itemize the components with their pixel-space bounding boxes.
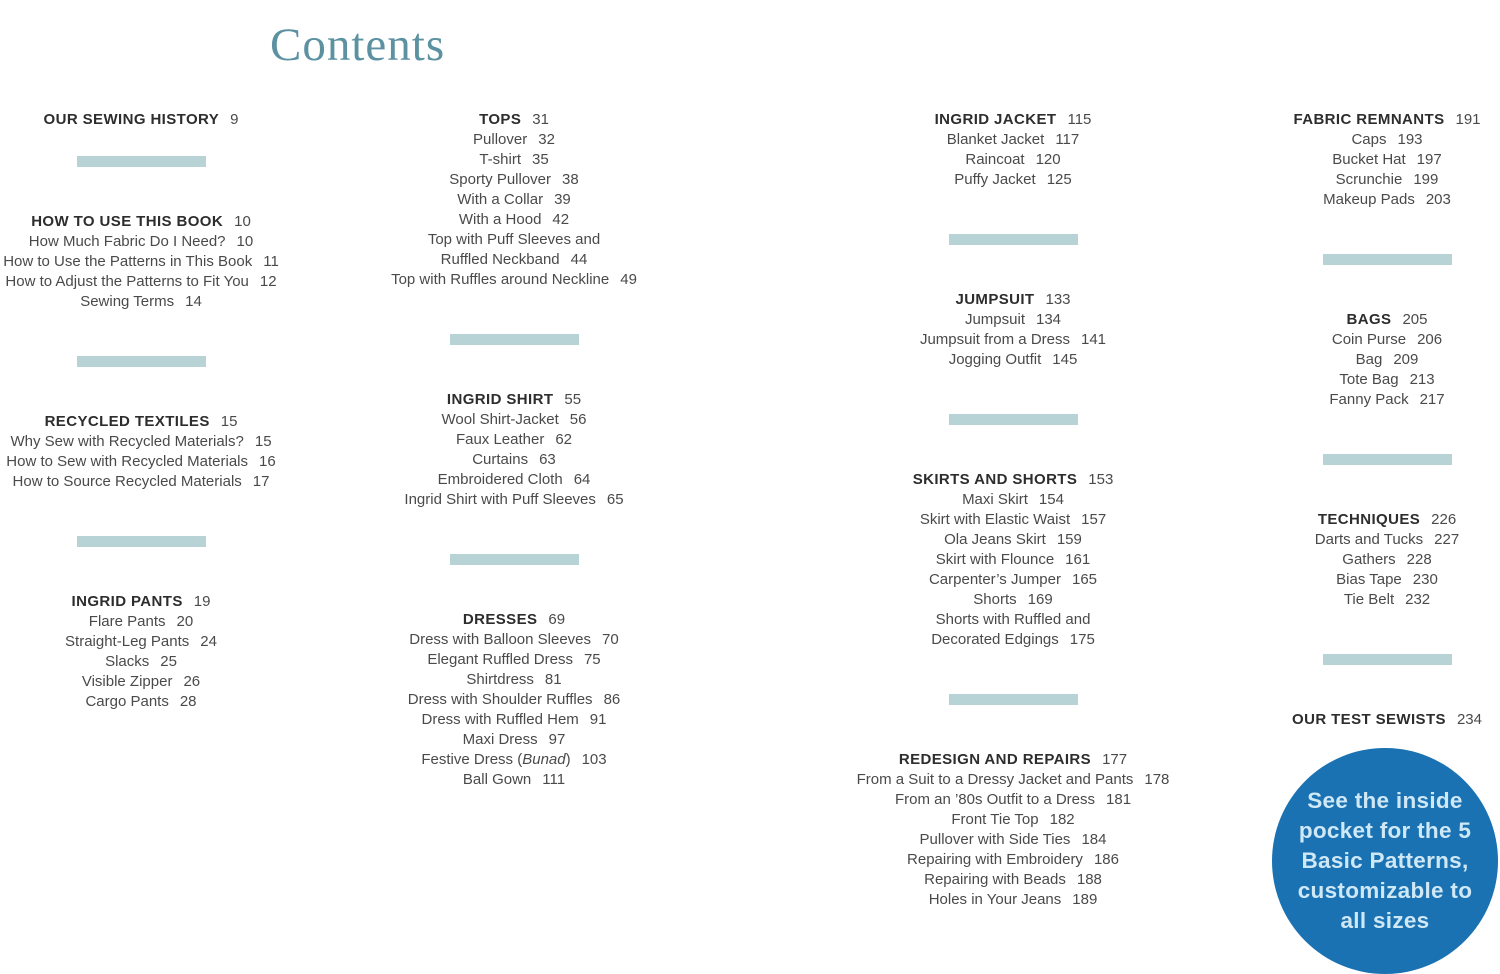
item-label: Maxi Skirt [962, 491, 1028, 508]
item-label: Flare Pants [88, 613, 166, 630]
item-page-number: 154 [1038, 491, 1064, 508]
toc-column-4 [1277, 110, 1497, 730]
item-label: Cargo Pants [85, 693, 169, 710]
item-label: Skirt with Elastic Waist [919, 511, 1071, 528]
item-label: Tote Bag [1339, 371, 1399, 388]
page-title: Contents [270, 19, 446, 72]
item-label: Pullover with Side Ties [919, 831, 1071, 848]
toc-item [364, 690, 664, 710]
section-title: INGRID PANTS [71, 593, 183, 610]
toc-item [364, 270, 664, 290]
item-page-number: 232 [1405, 591, 1431, 608]
section-header [0, 110, 282, 130]
toc-item [853, 550, 1173, 570]
item-label-part: Bunad [522, 751, 566, 768]
item-page-number: 49 [620, 271, 637, 288]
toc-item [853, 350, 1173, 370]
item-page-number: 111 [542, 771, 566, 788]
section-title: FABRIC REMNANTS [1293, 111, 1445, 128]
item-page-number: 206 [1417, 331, 1443, 348]
item-page-number: 188 [1076, 871, 1102, 888]
item-page-number: 17 [252, 473, 270, 490]
item-label: Bucket Hat [1332, 151, 1406, 168]
item-label: Sewing Terms [80, 293, 175, 310]
item-label: With a Collar [457, 191, 544, 208]
toc-section [0, 110, 282, 130]
section-page-number: 15 [220, 413, 238, 430]
toc-item [0, 432, 282, 452]
divider-bar [77, 356, 206, 367]
item-page-number: 38 [562, 171, 579, 188]
item-label: Shirtdress [466, 671, 534, 688]
item-page-number: 227 [1434, 531, 1460, 548]
item-page-number: 39 [554, 191, 571, 208]
item-label: Jogging Outfit [948, 351, 1042, 368]
item-label: Faux Leather [455, 431, 545, 448]
section-page-number: 234 [1456, 711, 1482, 728]
item-page-number: 125 [1046, 171, 1072, 188]
item-label: How Much Fabric Do I Need? [28, 233, 226, 250]
toc-item [364, 670, 664, 690]
toc-section [1277, 710, 1497, 730]
divider-bar [1323, 254, 1452, 265]
item-label: Straight-Leg Pants [65, 633, 190, 650]
item-page-number: 186 [1093, 851, 1119, 868]
item-page-number: 228 [1406, 551, 1432, 568]
item-label: Tie Belt [1343, 591, 1395, 608]
item-page-number: 63 [539, 451, 556, 468]
item-label: Visible Zipper [81, 673, 173, 690]
item-label: Carpenter’s Jumper [928, 571, 1061, 588]
toc-section [1277, 110, 1497, 210]
item-page-number: 145 [1052, 351, 1078, 368]
item-label: Ingrid Shirt with Puff Sleeves [404, 491, 596, 508]
item-page-number: 56 [569, 411, 587, 428]
item-page-number: 175 [1069, 631, 1095, 648]
item-label: With a Hood [458, 211, 542, 228]
item-page-number: 165 [1071, 571, 1098, 588]
section-title: TECHNIQUES [1317, 511, 1421, 528]
item-page-number: 161 [1065, 551, 1091, 568]
item-label: Ola Jeans Skirt [944, 531, 1046, 548]
toc-item [853, 850, 1173, 870]
item-label: Slacks [105, 653, 150, 670]
section-page-number: 19 [193, 593, 211, 610]
section-header [0, 412, 282, 432]
toc-item [1277, 530, 1497, 550]
toc-item [0, 272, 282, 292]
toc-item [364, 430, 664, 450]
item-label: Top with Ruffles around Neckline [391, 271, 610, 288]
section-header [364, 390, 664, 410]
item-page-number: 32 [538, 131, 555, 148]
toc-item [364, 450, 664, 470]
section-title: SKIRTS AND SHORTS [912, 471, 1078, 488]
badge-line: Basic Patterns, [1301, 848, 1469, 873]
toc-item [853, 490, 1173, 510]
section-header [853, 470, 1173, 490]
toc-column-3 [853, 110, 1173, 910]
toc-item [853, 610, 1173, 630]
toc-item [364, 710, 664, 730]
divider-bar [949, 414, 1078, 425]
item-page-number: 181 [1106, 791, 1132, 808]
section-title: INGRID SHIRT [446, 391, 554, 408]
toc-item [0, 632, 282, 652]
item-label: Jumpsuit [964, 311, 1025, 328]
item-page-number: 203 [1425, 191, 1451, 208]
toc-section [0, 212, 282, 312]
section-title: DRESSES [462, 611, 538, 628]
toc-item [364, 250, 664, 270]
toc-section [1277, 310, 1497, 410]
toc-section [364, 610, 664, 790]
item-label: Shorts [973, 591, 1017, 608]
item-page-number: 35 [531, 151, 549, 168]
section-header [853, 290, 1173, 310]
toc-item [853, 590, 1173, 610]
item-label: Skirt with Flounce [935, 551, 1055, 568]
section-page-number: 9 [230, 111, 239, 128]
item-label: Coin Purse [1331, 331, 1407, 348]
item-page-number: 12 [259, 273, 277, 290]
toc-item [853, 790, 1173, 810]
item-label: Curtains [472, 451, 529, 468]
item-label: Gathers [1342, 551, 1396, 568]
toc-item [853, 630, 1173, 650]
item-page-number: 15 [254, 433, 272, 450]
toc-item [364, 210, 664, 230]
toc-item [364, 650, 664, 670]
toc-item [1277, 170, 1497, 190]
item-label: Front Tie Top [951, 811, 1039, 828]
item-label: Raincoat [965, 151, 1025, 168]
toc-item [1277, 550, 1497, 570]
section-page-number: 226 [1431, 511, 1457, 528]
section-header [1277, 710, 1497, 730]
item-label-part: Festive Dress ( [421, 751, 523, 768]
toc-item [853, 830, 1173, 850]
section-title: HOW TO USE THIS BOOK [31, 213, 224, 230]
item-page-number: 117 [1055, 131, 1080, 148]
item-label: Ball Gown [462, 771, 532, 788]
toc-item [1277, 370, 1497, 390]
item-label: How to Use the Patterns in This Book [3, 253, 253, 270]
toc-item [364, 150, 664, 170]
item-label: Blanket Jacket [946, 131, 1045, 148]
item-page-number: 91 [589, 711, 607, 728]
toc-item [364, 410, 664, 430]
item-page-number: 134 [1036, 311, 1062, 328]
toc-item [364, 630, 664, 650]
toc-item [1277, 570, 1497, 590]
toc-item [853, 870, 1173, 890]
section-page-number: 177 [1102, 751, 1128, 768]
item-label-part: ) [565, 751, 571, 768]
item-page-number: 184 [1081, 831, 1107, 848]
section-title: OUR TEST SEWISTS [1292, 711, 1446, 728]
divider-bar [1323, 454, 1452, 465]
toc-item [364, 750, 664, 770]
item-label: Top with Puff Sleeves and [427, 231, 601, 248]
item-label: Ruffled Neckband [440, 251, 560, 268]
item-page-number: 159 [1056, 531, 1082, 548]
item-page-number: 28 [179, 693, 197, 710]
toc-item [853, 530, 1173, 550]
section-page-number: 69 [548, 611, 566, 628]
item-label: Shorts with Ruffled and [935, 611, 1091, 628]
item-page-number: 189 [1072, 891, 1098, 908]
item-label: Sporty Pullover [449, 171, 552, 188]
item-page-number: 197 [1416, 151, 1442, 168]
divider-bar [1323, 654, 1452, 665]
toc-item [364, 490, 664, 510]
section-header [0, 212, 282, 232]
toc-section [364, 110, 664, 290]
divider-bar [450, 554, 579, 565]
toc-item [1277, 350, 1497, 370]
toc-item [0, 472, 282, 492]
section-title: OUR SEWING HISTORY [43, 111, 220, 128]
item-page-number: 24 [200, 633, 217, 650]
toc-item [364, 470, 664, 490]
section-header [1277, 510, 1497, 530]
toc-item [853, 890, 1173, 910]
toc-item [853, 510, 1173, 530]
toc-item [364, 170, 664, 190]
section-title: REDESIGN AND REPAIRS [898, 751, 1092, 768]
item-label: From a Suit to a Dressy Jacket and Pants [856, 771, 1134, 788]
toc-item [853, 330, 1173, 350]
item-page-number: 120 [1035, 151, 1061, 168]
item-page-number: 10 [236, 233, 254, 250]
item-page-number: 64 [573, 471, 591, 488]
toc-item [0, 292, 282, 312]
toc-item [1277, 190, 1497, 210]
divider-bar [450, 334, 579, 345]
badge-line: See the inside [1307, 788, 1463, 813]
item-page-number: 81 [544, 671, 562, 688]
item-label: Decorated Edgings [931, 631, 1059, 648]
item-page-number: 199 [1413, 171, 1439, 188]
toc-item [1277, 390, 1497, 410]
item-page-number: 65 [606, 491, 624, 508]
toc-section [853, 110, 1173, 190]
toc-column-1 [0, 110, 282, 712]
item-label: Dress with Shoulder Ruffles [407, 691, 593, 708]
item-page-number: 230 [1412, 571, 1438, 588]
toc-section [1277, 510, 1497, 610]
section-page-number: 31 [532, 111, 549, 128]
item-page-number: 20 [176, 613, 194, 630]
item-label: Caps [1351, 131, 1387, 148]
section-page-number: 10 [234, 213, 251, 230]
toc-item [364, 730, 664, 750]
item-page-number: 14 [185, 293, 202, 310]
item-page-number: 141 [1081, 331, 1107, 348]
item-label: How to Sew with Recycled Materials [6, 453, 249, 470]
toc-item [0, 232, 282, 252]
toc-item [0, 452, 282, 472]
item-label: Bias Tape [1336, 571, 1402, 588]
toc-item [0, 252, 282, 272]
section-header [853, 750, 1173, 770]
item-page-number: 209 [1393, 351, 1419, 368]
section-page-number: 55 [564, 391, 582, 408]
toc-item [853, 130, 1173, 150]
toc-item [0, 672, 282, 692]
toc-item [0, 612, 282, 632]
toc-section [0, 412, 282, 492]
toc-item [1277, 130, 1497, 150]
item-label: Holes in Your Jeans [928, 891, 1062, 908]
section-title: RECYCLED TEXTILES [44, 413, 210, 430]
section-page-number: 191 [1455, 111, 1481, 128]
divider-bar [949, 234, 1078, 245]
toc-item [364, 230, 664, 250]
section-header [1277, 110, 1497, 130]
toc-item [853, 810, 1173, 830]
section-header [853, 110, 1173, 130]
toc-item [853, 150, 1173, 170]
section-header [0, 592, 282, 612]
item-label: Elegant Ruffled Dress [427, 651, 573, 668]
item-page-number: 103 [581, 751, 607, 768]
item-page-number: 217 [1419, 391, 1445, 408]
item-label: Bag [1355, 351, 1383, 368]
divider-bar [77, 536, 206, 547]
item-page-number: 25 [160, 653, 177, 670]
item-page-number: 193 [1397, 131, 1423, 148]
toc-item [853, 770, 1173, 790]
toc-section [853, 470, 1173, 650]
item-label: From an ’80s Outfit to a Dress [894, 791, 1096, 808]
item-label: Dress with Balloon Sleeves [409, 631, 592, 648]
item-label: Makeup Pads [1323, 191, 1415, 208]
item-page-number: 62 [555, 431, 573, 448]
item-page-number: 44 [570, 251, 588, 268]
item-label: Wool Shirt-Jacket [441, 411, 559, 428]
item-page-number: 213 [1409, 371, 1435, 388]
section-header [1277, 310, 1497, 330]
section-page-number: 205 [1402, 311, 1428, 328]
toc-item [1277, 330, 1497, 350]
section-title: TOPS [479, 111, 522, 128]
section-title: BAGS [1346, 311, 1392, 328]
item-label: T-shirt [479, 151, 521, 168]
item-page-number: 42 [552, 211, 570, 228]
item-page-number: 16 [259, 453, 276, 470]
toc-column-2 [364, 110, 664, 790]
toc-item [853, 170, 1173, 190]
item-page-number: 86 [603, 691, 621, 708]
item-label: Puffy Jacket [954, 171, 1036, 188]
toc-item [853, 310, 1173, 330]
section-page-number: 133 [1045, 291, 1071, 308]
item-label: Fanny Pack [1329, 391, 1409, 408]
section-header [364, 610, 664, 630]
item-label: How to Source Recycled Materials [12, 473, 242, 490]
item-label: Dress with Ruffled Hem [421, 711, 579, 728]
item-label: Repairing with Beads [924, 871, 1066, 888]
item-page-number: 70 [602, 631, 619, 648]
toc-item [364, 130, 664, 150]
section-title: INGRID JACKET [934, 111, 1057, 128]
item-label: Why Sew with Recycled Materials? [10, 433, 244, 450]
toc-item [0, 692, 282, 712]
item-page-number: 169 [1027, 591, 1053, 608]
toc-item [0, 652, 282, 672]
divider-bar [949, 694, 1078, 705]
item-label: Maxi Dress [462, 731, 538, 748]
toc-section [364, 390, 664, 510]
section-header [364, 110, 664, 130]
item-label: Darts and Tucks [1314, 531, 1424, 548]
toc-section [853, 750, 1173, 910]
item-page-number: 11 [263, 253, 279, 270]
item-page-number: 157 [1081, 511, 1107, 528]
item-page-number: 97 [548, 731, 566, 748]
divider-bar [77, 156, 206, 167]
item-page-number: 75 [583, 651, 601, 668]
item-label: Pullover [473, 131, 528, 148]
item-page-number: 178 [1144, 771, 1170, 788]
toc-section [853, 290, 1173, 370]
item-label: Jumpsuit from a Dress [919, 331, 1070, 348]
badge-line: customizable to [1297, 878, 1473, 903]
section-page-number: 115 [1067, 111, 1092, 128]
item-label: Embroidered Cloth [437, 471, 563, 488]
toc-item [364, 770, 664, 790]
item-page-number: 182 [1049, 811, 1075, 828]
toc-item [1277, 150, 1497, 170]
section-title: JUMPSUIT [955, 291, 1035, 308]
badge-line: pocket for the 5 [1298, 818, 1472, 843]
toc-item [853, 570, 1173, 590]
item-label: Scrunchie [1335, 171, 1403, 188]
toc-section [0, 592, 282, 712]
item-page-number: 26 [183, 673, 201, 690]
toc-item [364, 190, 664, 210]
item-label: Repairing with Embroidery [907, 851, 1083, 868]
badge-line: all sizes [1340, 908, 1430, 933]
section-page-number: 153 [1088, 471, 1114, 488]
toc-item [1277, 590, 1497, 610]
inside-pocket-badge [1272, 748, 1498, 974]
item-label: How to Adjust the Patterns to Fit You [5, 273, 249, 290]
